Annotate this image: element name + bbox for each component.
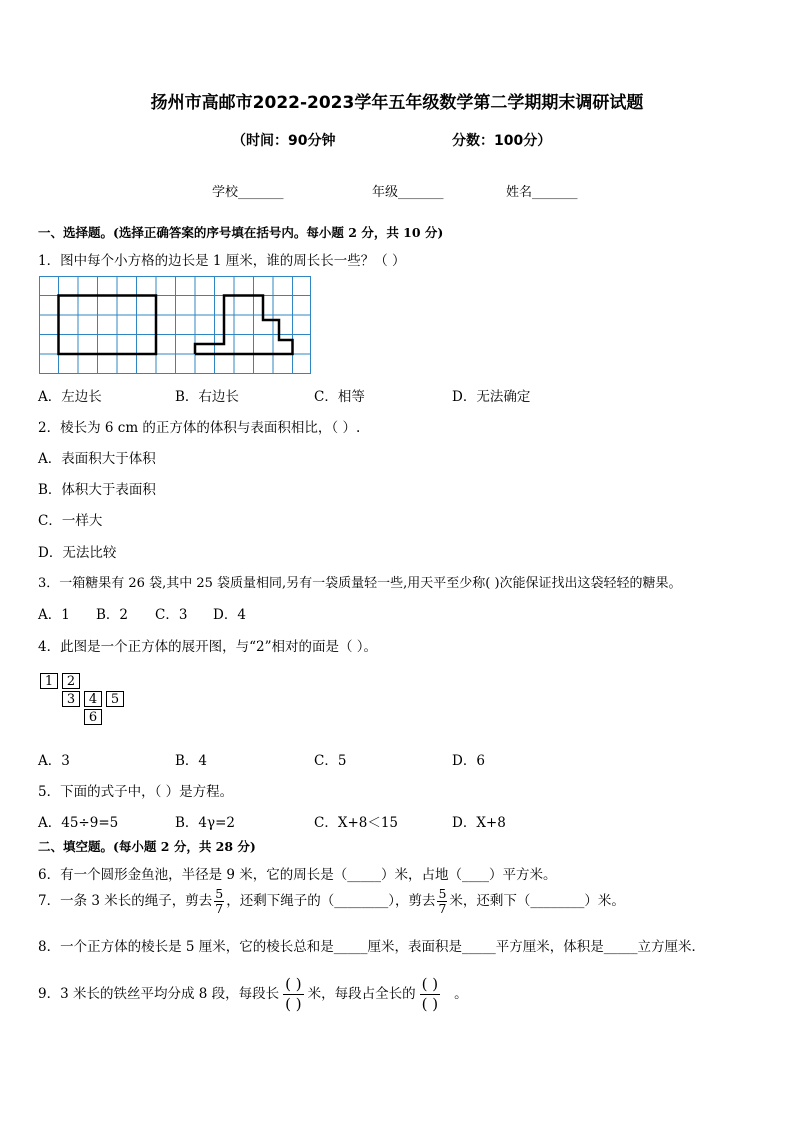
q2-option-a[interactable]: A．表面积大于体积 [38,451,156,467]
q4-cube-net [40,673,130,729]
q4-option-b[interactable]: B．4 [175,753,208,769]
section1-heading: 一、选择题。(选择正确答案的序号填在括号内。每小题 2 分，共 10 分) [38,225,444,240]
q3-option-a[interactable]: A．1 [38,607,70,623]
q7-fraction-1 [214,887,224,916]
q7-fraction-1-num: 5 [215,886,224,901]
q7-fraction-2 [437,887,447,916]
q7-fraction-2-den: 7 [438,901,447,916]
q9-fraction-2[interactable] [420,975,440,1014]
page-title: 扬州市高邮市2022-2023学年五年级数学第二学期期末调研试题 [150,93,644,113]
name-field[interactable]: 姓名_______ [506,185,578,200]
q5-option-a[interactable]: A．45÷9=5 [38,815,119,831]
q3-text: 3．一箱糖果有 26 袋,其中 25 袋质量相同,另有一袋质量轻一些,用天平至少称( )次能保证找出这袋轻轻的糖果。 [38,576,682,591]
q6-text: 6．有一个圆形金鱼池，半径是 9 米，它的周长是（_____）米，占地（____）平方米。 [38,867,557,883]
q3-option-c[interactable]: C．3 [155,607,188,623]
q2-option-d[interactable]: D．无法比较 [38,545,117,561]
q1-text: 1．图中每个小方格的边长是 1 厘米，谁的周长长一些？（ ） [38,253,406,269]
q1-option-b[interactable]: B．右边长 [175,389,239,405]
net-face-1: 1 [40,673,58,689]
q7-part1: 7．一条 3 米长的绳子，剪去 [38,893,213,909]
q5-text: 5．下面的式子中，（ ）是方程。 [38,784,234,800]
school-field[interactable]: 学校_______ [212,185,284,200]
q9-part2: 米，每段占全长的 [307,986,416,1002]
q5-option-b[interactable]: B．4γ=2 [175,815,235,831]
section2-heading: 二、填空题。(每小题 2 分，共 28 分) [38,839,256,854]
q1-option-a[interactable]: A．左边长 [38,389,102,405]
q3-option-b[interactable]: B．2 [96,607,129,623]
q4-option-c[interactable]: C．5 [314,753,347,769]
q1-right-shape [195,296,293,355]
net-face-5: 5 [106,691,124,707]
q7-text [38,887,625,916]
q7-part3: 米，还剩下（________）米。 [449,893,625,909]
q9-text [38,975,468,1014]
q1-grid-figure [39,276,311,375]
net-face-4: 4 [84,691,102,707]
q5-option-c[interactable]: C．X+8＜15 [314,815,399,831]
q4-option-a[interactable]: A．3 [38,753,70,769]
net-face-6: 6 [84,709,102,725]
q1-option-d[interactable]: D．无法确定 [452,389,531,405]
q9-part1: 9．3 米长的铁丝平均分成 8 段，每段长 [38,986,280,1002]
q4-text: 4．此图是一个正方体的展开图，与“2”相对的面是（ ）。 [38,639,378,655]
q3-option-d[interactable]: D．4 [213,607,246,623]
q1-option-c[interactable]: C．相等 [314,389,365,405]
q9-fraction-2-den[interactable]: ( ) [421,995,439,1013]
q4-option-d[interactable]: D．6 [452,753,485,769]
exam-score: 分数：100分） [452,133,552,149]
q5-option-d[interactable]: D．X+8 [452,815,506,831]
q2-option-c[interactable]: C．一样大 [38,513,103,529]
grade-field[interactable]: 年级_______ [372,185,444,200]
q9-fraction-1[interactable] [283,975,303,1014]
net-face-3: 3 [62,691,80,707]
q1-left-shape [59,296,157,355]
q9-fraction-1-num[interactable]: ( ) [285,975,302,993]
q1-grid-lines [39,276,311,374]
q7-fraction-1-den: 7 [215,901,224,916]
q2-text: 2．棱长为 6 cm 的正方体的体积与表面积相比，（ ）. [38,420,361,436]
q7-part2: ，还剩下绳子的（________），剪去 [226,893,436,909]
q8-text: 8．一个正方体的棱长是 5 厘米，它的棱长总和是_____厘米，表面积是_____平方厘米，体积是_____立方厘米． [38,939,706,955]
q9-fraction-2-num[interactable]: ( ) [421,975,439,993]
q2-option-b[interactable]: B．体积大于表面积 [38,482,156,498]
q9-part3: 。 [454,986,468,1002]
exam-time: （时间：90分钟 [232,133,336,149]
q9-fraction-1-den[interactable]: ( ) [285,995,302,1013]
q7-fraction-2-num: 5 [438,886,447,901]
net-face-2: 2 [62,673,80,689]
